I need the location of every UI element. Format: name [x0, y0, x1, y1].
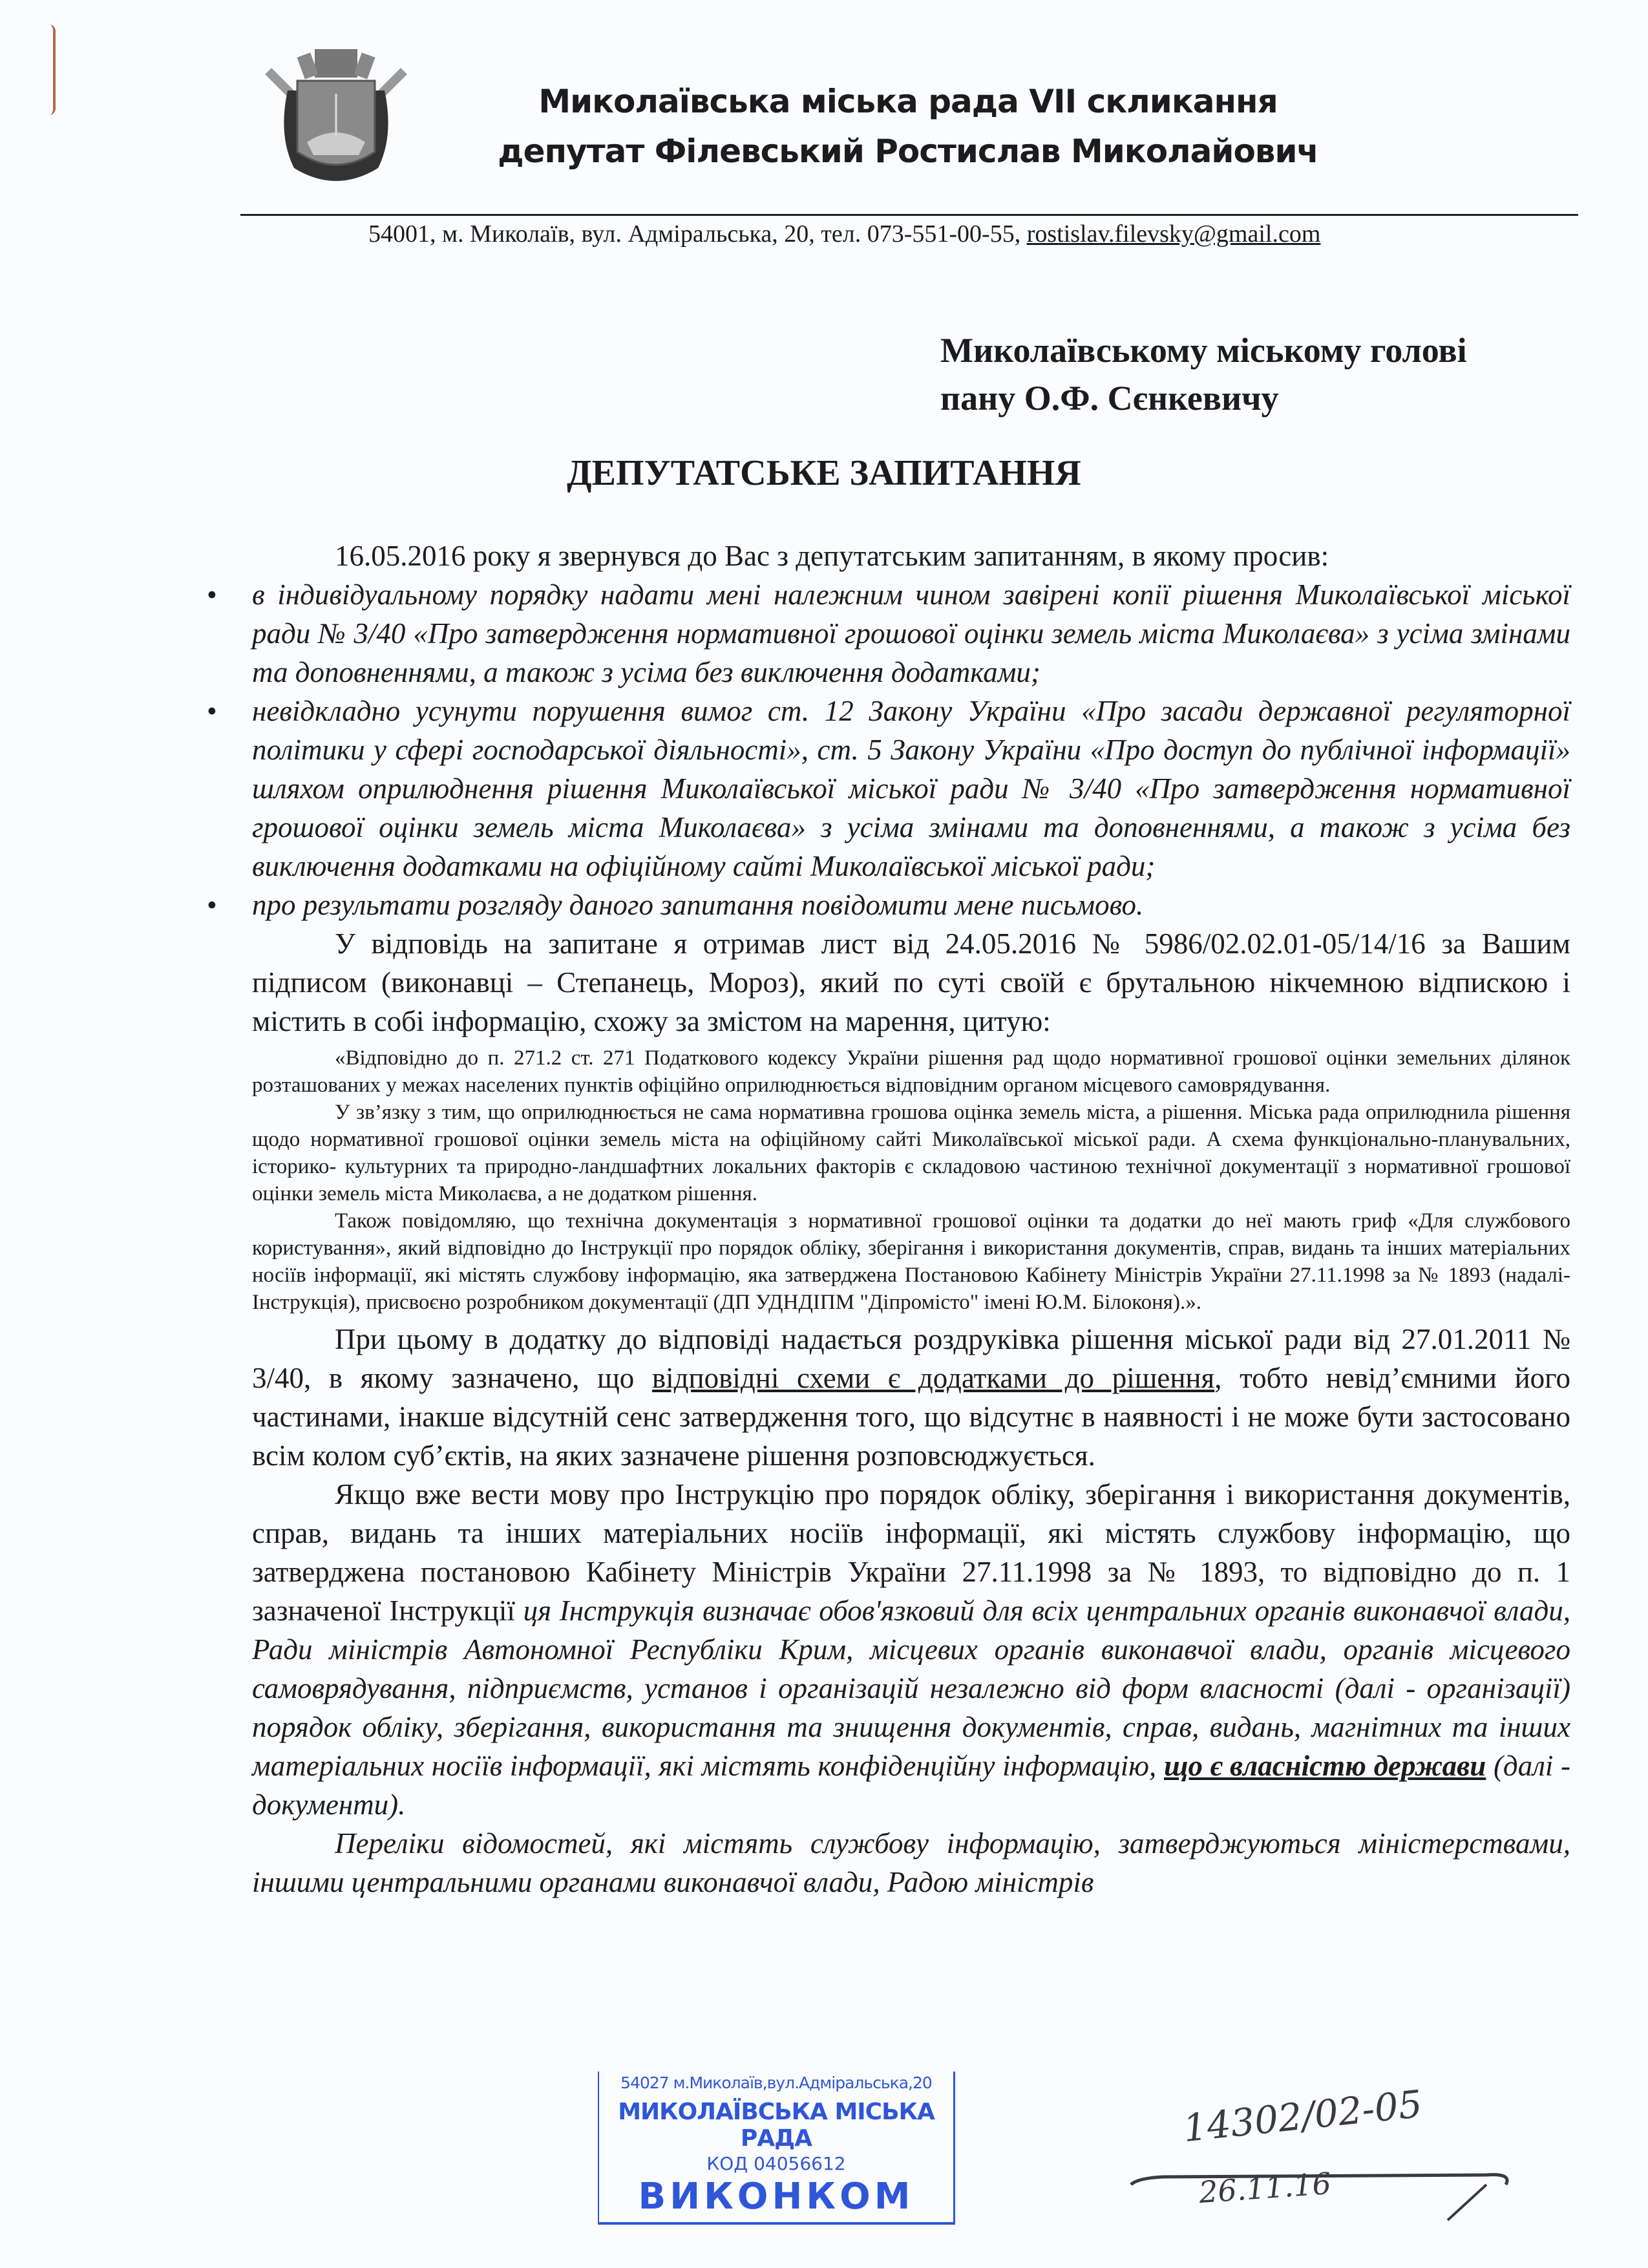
contact-email-link[interactable]: rostislav.filevsky@gmail.com: [1026, 220, 1321, 248]
letter-body: [252, 536, 1570, 1902]
council-name: Миколаївська міська рада VII скликання: [538, 83, 1278, 120]
stamp-address: 54027 м.Миколаїв,вул.Адміральська,20: [620, 2073, 932, 2092]
addressee-line-1: Миколаївському міському голові: [940, 331, 1467, 370]
contact-address: 54001, м. Миколаїв, вул. Адміральська, 20, тел. 073-551-00-55,: [368, 220, 1027, 248]
text-run: Якщо вже вести мову про Інструкцію про порядок обліку, зберігання і використання документів, справ, видань та інших матеріальних носіїв інформації, які містять службову інформацію, що затверджена постановою Кабінету Міністрів України 27.11.1998 за № 1893, то відповідно до п. 1 зазначеної Інструкції: [252, 1478, 1570, 1627]
quote-paragraph: У зв’язку з тим, що оприлюднюється не сама нормативна грошова оцінка земель міста, а рішення. Міська рада оприлюднила рішення щодо нормативної грошової оцінки земель міста на офіційному сайті Миколаївської міської ради. А схема функціонально-планувальних, історико- культурних та природно-ландшафтних локальних факторів є складовою частиною технічної документації з нормативної грошової оцінки земель міста Миколаєва, а не додатком рішення.: [252, 1101, 1570, 1205]
underlined-phrase: відповідні схеми є додатками до рішення: [651, 1362, 1215, 1394]
request-item: • про результати розгляду даного запитання повідомити мене письмово.: [252, 885, 1570, 924]
request-item: • невідкладно усунути порушення вимог ст. 12 Закону України «Про засади державної регуляторної політики у сфері господарської діяльності», ст. 5 Закону України «Про доступ до публічної інформації» шляхом оприлюднення рішення Миколаївської міської ради № 3/40 «Про затвердження нормативної грошової оцінки земель міста Миколаєва» з усіма змінами та доповненнями, а також з усіма без виключення додатками на офіційному сайті Миколаївської міської ради;: [252, 692, 1570, 885]
handwritten-registration: [1125, 2081, 1629, 2223]
registration-stamp: [598, 2072, 955, 2225]
emphasized-phrase: що є власністю держави: [1163, 1750, 1486, 1782]
document-title: ДЕПУТАТСЬКЕ ЗАПИТАННЯ: [567, 453, 1081, 493]
registration-number: 14302/02-05: [1181, 2081, 1424, 2151]
response-paragraph: У відповідь на запитане я отримав лист від 24.05.2016 № 5986/02.02.01-05/14/16 за Вашим підписом (виконавці – Степанець, Мороз), який по суті своїй є брутальною нікчемною відпискою і містить в собі інформацію, схожу за змістом на марення, цитую:: [252, 927, 1570, 1037]
request-item: • в індивідуальному порядку надати мені належним чином завірені копії рішення Миколаївської міської ради № 3/40 «Про затвердження нормативної грошової оцінки земель міста Миколаєва» з усіма змінами та доповненнями, а також з усіма без виключення додатками;: [252, 575, 1570, 692]
contact-line: [368, 220, 1320, 248]
requests-list: [252, 575, 1570, 924]
addressee: [940, 326, 1467, 422]
lists-paragraph: Переліки відомостей, які містять службову інформацію, затверджуються міністерствами, іншими центральними органами виконавчої влади, Радою міністрів: [252, 1827, 1570, 1898]
quote-paragraph: Також повідомляю, що технічна документація з нормативної грошової оцінки та додатки до неї мають гриф «Для службового користування», який відповідно до Інструкції про порядок обліку, зберігання і використання документів, справ, видань та інших матеріальних носіїв інформації, які містять службову інформацію, яка затверджена Постановою Кабінету Міністрів України 27.11.1998 за № 1893 (надалі-Інструкція), присвоєно розробником документації (ДП УДНДІПМ "Діпромісто" імені Ю.М. Білоконя).».: [252, 1209, 1570, 1314]
text-run: При цьому в додатку до відповіді надається роздруківка рішення міської ради від 27.01.2011 № 3/40, в якому зазначено, що: [252, 1323, 1570, 1394]
text-run: (далі - документи).: [252, 1750, 1570, 1821]
addressee-line-2: пану О.Ф. Сєнкевичу: [940, 379, 1279, 418]
quote-paragraph: «Відповідно до п. 271.2 ст. 271 Податкового кодексу України рішення рад щодо нормативної грошової оцінки земельних ділянок розташованих у межах населених пунктів офіційно оприлюднюється відповідним органом місцевого самоврядування.: [252, 1046, 1570, 1097]
attachment-paragraph: [252, 1320, 1570, 1475]
registration-date: 26.11.16: [1198, 2165, 1333, 2210]
instruction-paragraph: [252, 1475, 1570, 1824]
text-run: , тобто невід’ємними його частинами, інакше відсутній сенс затвердження того, що відсутнє в наявності і не може бути застосовано всім колом суб’єктів, на яких зазначене рішення розповсюджується.: [252, 1362, 1570, 1472]
italic-citation: ця Інструкція визначає обов'язковий для всіх центральних органів виконавчої влади, Ради міністрів Автономної Республіки Крим, місцевих органів виконавчої влади, органів місцевого самоврядування, підприємств, установ і організацій незалежно від форм власності (далі - організації) порядок обліку, зберігання, використання та знищення документів, справ, видань, магнітних та інших матеріальних носіїв інформації, які містять конфіденційну інформацію,: [252, 1595, 1570, 1782]
stamp-dept: ВИКОНКОМ: [638, 2176, 914, 2218]
quoted-reply: [252, 1044, 1570, 1316]
header-divider: [240, 214, 1578, 216]
deputy-name: депутат Філевський Ростислав Миколайович: [498, 132, 1318, 170]
stamp-org: МИКОЛАЇВСЬКА МІСЬКА РАДА: [618, 2099, 935, 2152]
stamp-code: КОД 04056612: [706, 2153, 846, 2174]
intro-paragraph: 16.05.2016 року я звернувся до Вас з депутатським запитанням, в якому просив:: [335, 540, 1329, 572]
